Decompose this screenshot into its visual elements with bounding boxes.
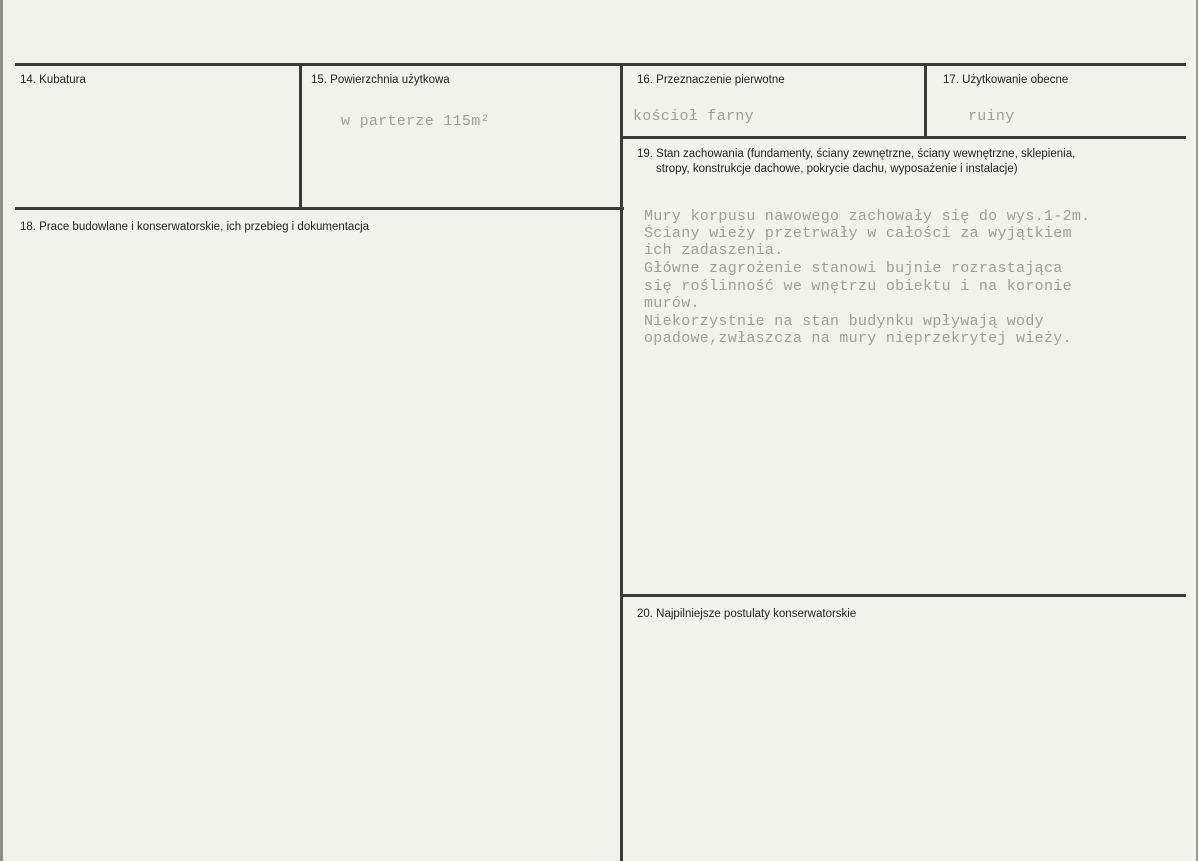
field-16-value: kościoł farny [633,108,754,125]
rule-under-16-17 [623,136,1186,139]
field-17-label: 17. Użytkowanie obecne [943,74,1069,86]
field-19-line: opadowe,zwłaszcza na mury nieprzekrytej wieży. [644,330,1072,347]
field-19-label-line1: 19. Stan zachowania (fundamenty, ściany zewnętrzne, ściany wewnętrzne, sklepienia, [637,148,1076,160]
field-17-value: ruiny [968,108,1015,125]
field-19-line: Ściany wieży przetrwały w całości za wyjątkiem [644,225,1072,242]
field-19-label-line2: stropy, konstrukcje dachowe, pokrycie dachu, wyposażenie i instalacje) [656,163,1018,175]
field-19-line: Mury korpusu nawowego zachowały się do wys.1-2m. [644,208,1091,225]
field-15-value: w parterze 115m² [341,113,490,130]
rule-under-14-15 [15,207,624,210]
field-15-label: 15. Powierzchnia użytkowa [311,74,450,86]
field-18-label: 18. Prace budowlane i konserwatorskie, ich przebieg i dokumentacja [20,221,370,233]
field-19-line: Niekorzystnie na stan budynku wpływają wody [644,313,1044,330]
field-19-line: ich zadaszenia. [644,242,784,259]
divider-center [620,63,623,861]
rule-under-19 [623,594,1186,597]
field-19-line: murów. [644,295,700,312]
field-19-line: się roślinność we wnętrzu obiektu i na koronie [644,278,1072,295]
field-16-label: 16. Przeznaczenie pierwotne [637,74,785,86]
divider-16-17 [924,63,927,138]
divider-14-15 [299,63,302,209]
field-19-line: Główne zagrożenie stanowi bujnie rozrastająca [644,260,1063,277]
field-14-label: 14. Kubatura [20,74,86,86]
top-rule [15,63,1186,66]
field-20-label: 20. Najpilniejsze postulaty konserwatorskie [637,608,857,620]
